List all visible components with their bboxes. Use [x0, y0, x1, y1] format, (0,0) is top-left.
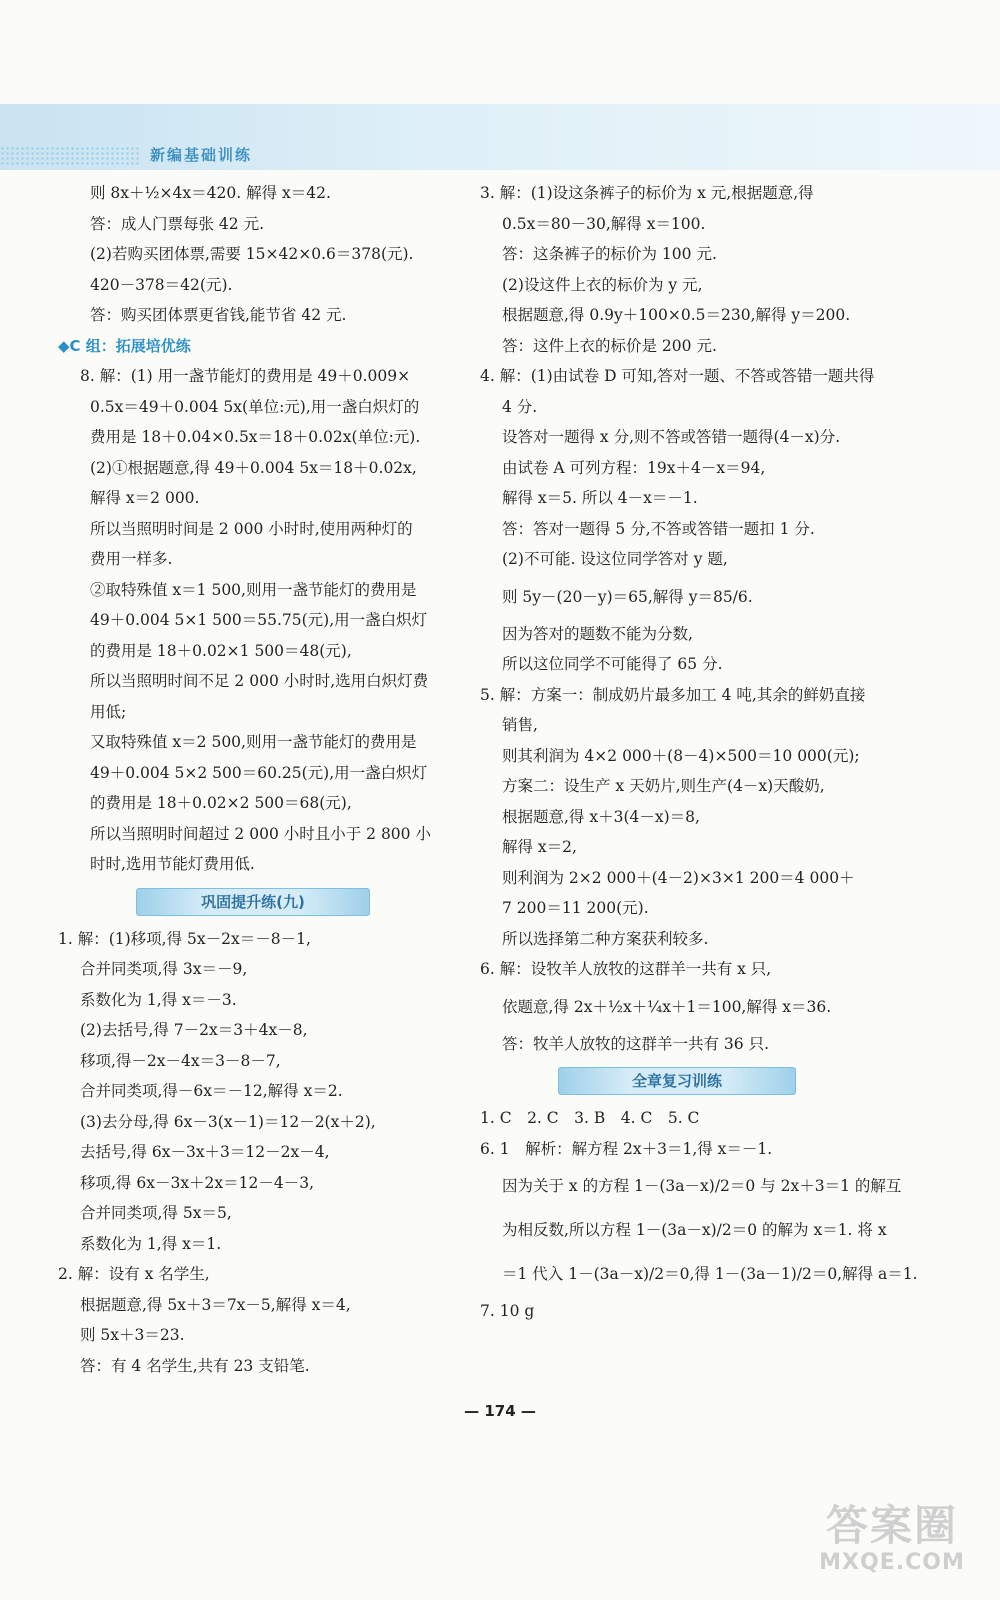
text-line: 6. 1 解析：解方程 2x＋3＝1,得 x＝－1.: [480, 1139, 773, 1158]
text-line: 的费用是 18＋0.02×1 500＝48(元),: [90, 641, 352, 660]
text-line: 则利润为 2×2 000＋(4－2)×3×1 200＝4 000＋: [502, 868, 855, 887]
text-line: 费用是 18＋0.04×0.5x＝18＋0.02x(单位:元).: [90, 428, 421, 446]
text-line: 根据题意,得 0.9y＋100×0.5＝230,解得 y＝200.: [502, 306, 851, 324]
banner-row: [480, 1059, 900, 1103]
text-line: 解得 x＝2,: [502, 838, 577, 856]
text-line: 2. 解：设有 x 名学生,: [58, 1265, 210, 1283]
text-line: 由试卷 A 可列方程：19x＋4－x＝94,: [502, 458, 766, 477]
text-line: 0.5x＝49＋0.004 5x(单位:元),用一盏白炽灯的: [90, 397, 420, 416]
text-line: 4. 解：(1)由试卷 D 可知,答对一题、不答或答错一题共得: [480, 367, 875, 385]
text-line: 因为关于 x 的方程 1－(3a－x)/2＝0 与 2x＋3＝1 的解互: [502, 1177, 902, 1195]
text-line: 的费用是 18＋0.02×2 500＝68(元),: [90, 794, 352, 812]
text-line: 系数化为 1,得 x＝－3.: [80, 990, 237, 1009]
banner-row: [58, 880, 458, 924]
text-line: 所以选择第二种方案获利较多.: [502, 929, 709, 948]
text-line: 答：有 4 名学生,共有 23 支铅笔.: [80, 1356, 310, 1375]
text-line: (2)去括号,得 7－2x＝3＋4x－8,: [80, 1021, 308, 1039]
text-line: (2)设这件上衣的标价为 y 元,: [502, 275, 703, 294]
text-line: 答：这条裤子的标价为 100 元.: [502, 245, 717, 263]
text-line: (2)若购买团体票,需要 15×42×0.6＝378(元).: [90, 245, 414, 263]
header-title: 新编基础训练: [150, 146, 253, 164]
text-line: 合并同类项,得 5x＝5,: [80, 1204, 232, 1222]
text-line: 答：这件上衣的标价是 200 元.: [502, 336, 717, 355]
text-line: 3. 解：(1)设这条裤子的标价为 x 元,根据题意,得: [480, 184, 814, 202]
text-line: 依题意,得 2x＋½x＋¼x＋1＝100,解得 x＝36.: [502, 997, 832, 1016]
text-line: 所以当照明时间超过 2 000 小时且小于 2 800 小: [90, 824, 431, 843]
text-line: 移项,得－2x－4x＝3－8－7,: [80, 1051, 281, 1070]
text-line: 则 5y－(20－y)＝65,解得 y＝85/6.: [502, 587, 753, 606]
text-line: 根据题意,得 x＋3(4－x)＝8,: [502, 807, 700, 826]
text-line: 为相反数,所以方程 1－(3a－x)/2＝0 的解为 x＝1. 将 x: [502, 1221, 887, 1239]
text-line: 又取特殊值 x＝2 500,则用一盏节能灯的费用是: [90, 733, 417, 751]
text-line: 系数化为 1,得 x＝1.: [80, 1234, 222, 1253]
text-line: (2)不可能. 设这位同学答对 y 题,: [502, 550, 728, 568]
text-line: ＝1 代入 1－(3a－x)/2＝0,得 1－(3a－1)/2＝0,解得 a＝1.: [502, 1265, 918, 1283]
text-line: 解得 x＝5. 所以 4－x＝－1.: [502, 489, 698, 507]
text-line: 合并同类项,得－6x＝－12,解得 x＝2.: [80, 1082, 343, 1100]
text-line: 用低;: [90, 702, 127, 721]
text-line: 移项,得 6x－3x＋2x＝12－4－3,: [80, 1173, 315, 1192]
text-line: 合并同类项,得 3x＝－9,: [80, 960, 248, 978]
text-line: 所以这位同学不可能得了 65 分.: [502, 655, 723, 673]
watermark-logo: [802, 1502, 982, 1582]
text-line: 420－378＝42(元).: [90, 275, 233, 294]
text-line: 设答对一题得 x 分,则不答或答错一题得(4－x)分.: [502, 428, 841, 446]
text-line: 答：购买团体票更省钱,能节省 42 元.: [90, 306, 347, 324]
text-line: 销售,: [502, 716, 538, 734]
text-line: 解得 x＝2 000.: [90, 489, 200, 507]
watermark-text-cn: 答案圈: [825, 1501, 958, 1550]
watermark-text-url: MXQE.COM: [819, 1550, 965, 1575]
text-line: 因为答对的题数不能为分数,: [502, 624, 693, 643]
section-banner-consolidation: 巩固提升练(九): [136, 888, 370, 916]
text-line: 答：答对一题得 5 分,不答或答错一题扣 1 分.: [502, 519, 815, 538]
text-line: 费用一样多.: [90, 550, 173, 568]
text-line: 则 5x＋3＝23.: [80, 1326, 185, 1344]
text-line: ②取特殊值 x＝1 500,则用一盏节能灯的费用是: [90, 580, 417, 599]
text-line: 则其利润为 4×2 000＋(8－4)×500＝10 000(元);: [502, 746, 860, 765]
text-line: 答：成人门票每张 42 元.: [90, 214, 265, 233]
text-line: 根据题意,得 5x＋3＝7x－5,解得 x＝4,: [80, 1295, 351, 1314]
text-line: 0.5x＝80－30,解得 x＝100.: [502, 214, 706, 233]
text-line: 1. C 2. C 3. B 4. C 5. C: [480, 1109, 700, 1127]
page-number: — 174 —: [464, 1402, 536, 1420]
text-line: 7. 10 g: [480, 1302, 535, 1320]
text-line: 7 200＝11 200(元).: [502, 899, 649, 917]
text-line: 方案二：设生产 x 天奶片,则生产(4－x)天酸奶,: [502, 777, 825, 795]
right-column: [480, 178, 918, 1327]
text-line: 时时,选用节能灯费用低.: [90, 855, 255, 873]
text-line: 所以当照明时间不足 2 000 小时时,选用白炽灯费: [90, 672, 429, 690]
text-line: 49＋0.004 5×1 500＝55.75(元),用一盏白炽灯: [90, 611, 428, 629]
text-line: 去括号,得 6x－3x＋3＝12－2x－4,: [80, 1143, 330, 1161]
text-line: (2)①根据题意,得 49＋0.004 5x＝18＋0.02x,: [90, 458, 417, 477]
text-line: 5. 解：方案一：制成奶片最多加工 4 吨,其余的鲜奶直接: [480, 685, 866, 704]
text-line: 1. 解：(1)移项,得 5x－2x＝－8－1,: [58, 929, 311, 948]
text-line: 49＋0.004 5×2 500＝60.25(元),用一盏白炽灯: [90, 763, 428, 782]
text-line: (3)去分母,得 6x－3(x－1)＝12－2(x＋2),: [80, 1112, 376, 1131]
text-line: 8. 解：(1) 用一盏节能灯的费用是 49＋0.009×: [80, 367, 411, 385]
section-c-heading: ◆C 组：拓展培优练: [58, 336, 191, 355]
text-line: 4 分.: [502, 397, 538, 416]
section-banner-chapter-review: 全章复习训练: [558, 1067, 796, 1095]
text-line: 6. 解：设牧羊人放牧的这群羊一共有 x 只,: [480, 960, 772, 978]
text-line: 答：牧羊人放牧的这群羊一共有 36 只.: [502, 1034, 770, 1053]
header-dot-pattern: [0, 146, 140, 166]
text-line: 所以当照明时间是 2 000 小时时,使用两种灯的: [90, 519, 413, 538]
text-line: 则 8x＋½×4x＝420. 解得 x＝42.: [90, 184, 331, 202]
left-column: [58, 178, 458, 1381]
